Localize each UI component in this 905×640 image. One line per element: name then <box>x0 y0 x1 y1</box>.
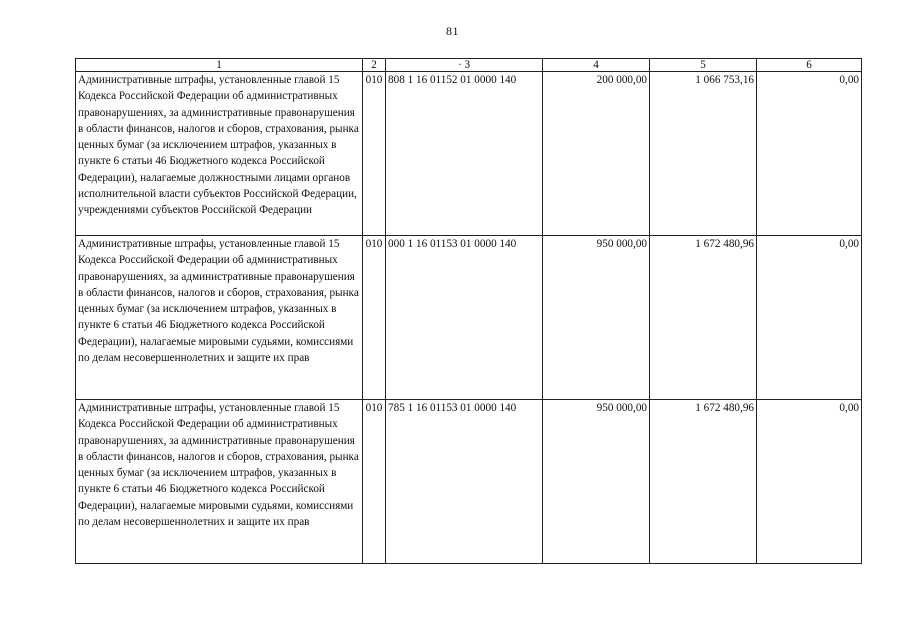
income-description: Административные штрафы, установленные главой 15 Кодекса Российской Федерации об административных правонарушениях, за административные правонарушения в области финансов, налогов и сборов, страхования, рынка ценных бумаг (за исключением штрафов, указанных в пункте 6 статьи 46 Бюджетного кодекса Российской Федерации), налагаемые должностными лицами органов исполнительной власти субъектов Российской Федерации, учреждениями субъектов Российской Федерации <box>76 72 363 236</box>
column-header: 6 <box>757 59 862 72</box>
income-description: Административные штрафы, установленные главой 15 Кодекса Российской Федерации об административных правонарушениях, за административные правонарушения в области финансов, налогов и сборов, страхования, рынка ценных бумаг (за исключением штрафов, указанных в пункте 6 статьи 46 Бюджетного кодекса Российской Федерации), налагаемые мировыми судьями, комиссиями по делам несовершеннолетних и защите их прав <box>76 400 363 564</box>
row-code: 010 <box>363 72 386 236</box>
budget-classification-code: 785 1 16 01153 01 0000 140 <box>386 400 543 564</box>
amount-col5: 1 672 480,96 <box>650 400 757 564</box>
amount-col4: 200 000,00 <box>543 72 650 236</box>
amount-col6: 0,00 <box>757 400 862 564</box>
amount-col6: 0,00 <box>757 236 862 400</box>
amount-col4: 950 000,00 <box>543 400 650 564</box>
page-number: 81 <box>446 24 459 38</box>
amount-col5: 1 672 480,96 <box>650 236 757 400</box>
column-header: 1 <box>76 59 363 72</box>
column-header: 5 <box>650 59 757 72</box>
table-row <box>76 72 862 236</box>
column-header: 2 <box>363 59 386 72</box>
budget-table <box>75 58 862 564</box>
column-header: 4 <box>543 59 650 72</box>
header-row <box>76 59 862 72</box>
amount-col6: 0,00 <box>757 72 862 236</box>
budget-classification-code: 000 1 16 01153 01 0000 140 <box>386 236 543 400</box>
amount-col5: 1 066 753,16 <box>650 72 757 236</box>
table-row <box>76 236 862 400</box>
column-header: · 3 <box>386 59 543 72</box>
row-code: 010 <box>363 236 386 400</box>
amount-col4: 950 000,00 <box>543 236 650 400</box>
row-code: 010 <box>363 400 386 564</box>
income-description: Административные штрафы, установленные главой 15 Кодекса Российской Федерации об административных правонарушениях, за административные правонарушения в области финансов, налогов и сборов, страхования, рынка ценных бумаг (за исключением штрафов, указанных в пункте 6 статьи 46 Бюджетного кодекса Российской Федерации), налагаемые мировыми судьями, комиссиями по делам несовершеннолетних и защите их прав <box>76 236 363 400</box>
budget-classification-code: 808 1 16 01152 01 0000 140 <box>386 72 543 236</box>
table-row <box>76 400 862 564</box>
